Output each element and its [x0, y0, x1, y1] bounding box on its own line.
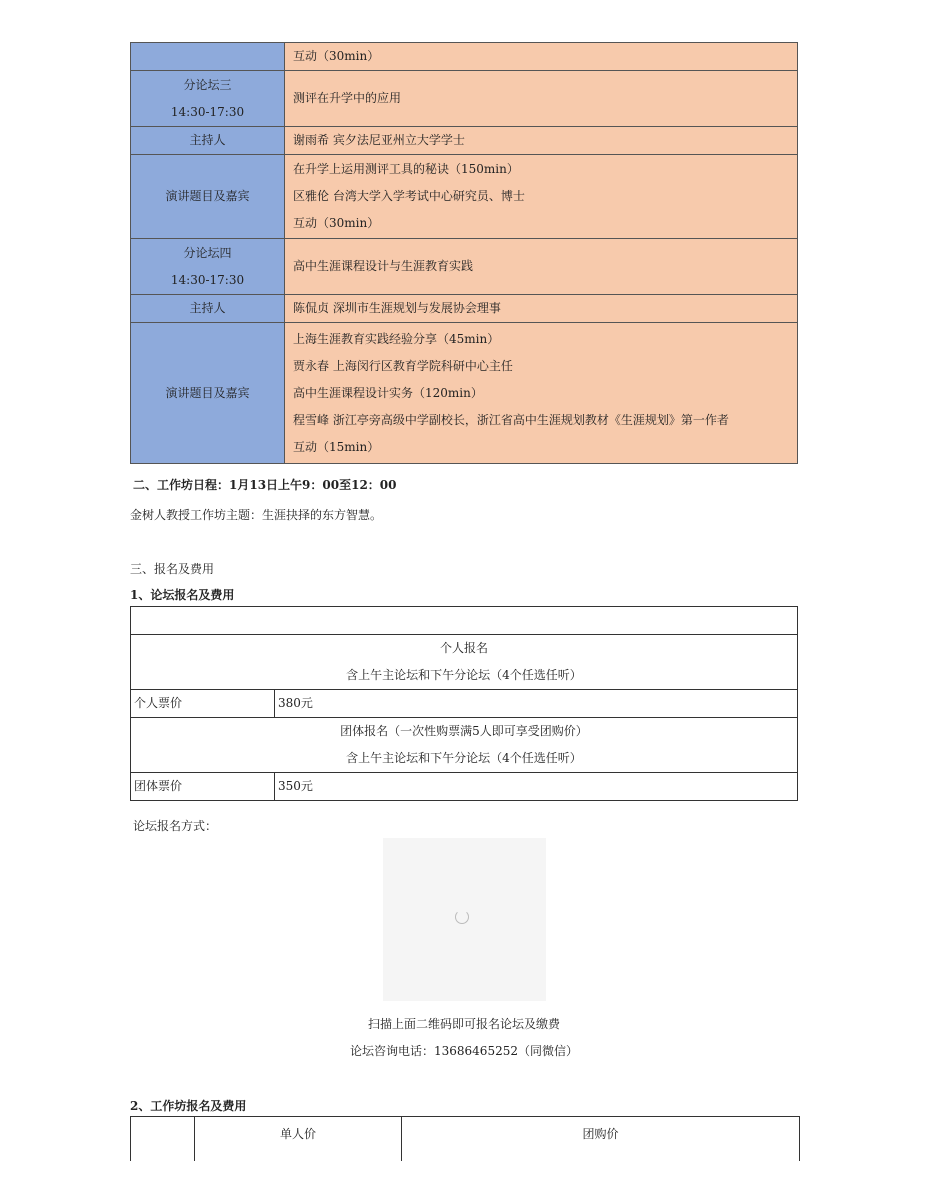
schedule-label-line: 14:30-17:30 [170, 272, 245, 287]
fee-blank-row [131, 607, 798, 635]
schedule-content-line: 测评在升学中的应用 [293, 91, 402, 105]
schedule-label-line: 主持人 [189, 133, 226, 147]
workshop-topic: 金树人教授工作坊主题：生涯抉择的东方智慧。 [130, 508, 383, 522]
schedule-label [131, 155, 285, 239]
schedule-content-line: 贾永春 上海闵行区教育学院科研中心主任 [293, 358, 513, 373]
workshop-schedule-heading: 二、工作坊日程：1月13日上午9：00至12：00 [133, 478, 397, 492]
schedule-row [131, 155, 798, 239]
group-desc: 含上午主论坛和下午分论坛（4个任选任听） [346, 751, 582, 765]
forum-schedule-table [130, 42, 798, 464]
schedule-content-line: 谢雨希 宾夕法尼亚州立大学学士 [293, 133, 465, 147]
registration-method-label: 论坛报名方式： [133, 819, 218, 833]
workshop-fee-col-group: 团购价 [582, 1127, 619, 1141]
forum-fee-heading: 1、论坛报名及费用 [130, 588, 235, 602]
workshop-fee-col-blank [131, 1117, 195, 1161]
loading-spinner-icon [455, 910, 469, 924]
registration-heading: 三、报名及费用 [130, 562, 215, 576]
schedule-label-line: 分论坛四 [183, 245, 232, 260]
schedule-row [131, 127, 798, 155]
schedule-content-line: 互动（30min） [293, 49, 380, 63]
schedule-content-line: 互动（30min） [293, 216, 380, 230]
workshop-fee-col-single: 单人价 [195, 1117, 402, 1161]
schedule-content-line: 高中生涯课程设计实务（120min） [293, 385, 483, 400]
schedule-row [131, 323, 798, 464]
schedule-content-line: 上海生涯教育实践经验分享（45min） [293, 331, 500, 346]
individual-desc: 含上午主论坛和下午分论坛（4个任选任听） [346, 668, 582, 682]
schedule-row [131, 71, 798, 127]
qr-caption: 扫描上面二维码即可报名论坛及缴费 [367, 1017, 560, 1031]
group-price-label: 团体票价 [131, 773, 275, 801]
workshop-fee-table [130, 1116, 800, 1161]
schedule-content [285, 239, 798, 295]
schedule-label [131, 295, 285, 323]
schedule-content [285, 323, 798, 464]
group-title: 团体报名（一次性购票满5人即可享受团购价） [340, 724, 588, 738]
schedule-label-line: 14:30-17:30 [170, 104, 245, 119]
schedule-label [131, 239, 285, 295]
schedule-content [285, 71, 798, 127]
schedule-row [131, 295, 798, 323]
schedule-content [285, 155, 798, 239]
consult-phone: 论坛咨询电话：13686465252（同微信） [350, 1044, 578, 1058]
schedule-label [131, 127, 285, 155]
schedule-content [285, 295, 798, 323]
schedule-label-line: 演讲题目及嘉宾 [165, 385, 250, 400]
schedule-label [131, 43, 285, 71]
schedule-label [131, 323, 285, 464]
schedule-label-line: 主持人 [189, 301, 226, 315]
individual-price: 380元 [275, 690, 798, 718]
schedule-label-line: 演讲题目及嘉宾 [165, 189, 250, 203]
schedule-content [285, 127, 798, 155]
schedule-label [131, 71, 285, 127]
schedule-content-line: 高中生涯课程设计与生涯教育实践 [293, 259, 474, 273]
individual-title: 个人报名 [439, 641, 488, 655]
schedule-content-line: 区雅伦 台湾大学入学考试中心研究员、博士 [293, 189, 525, 203]
schedule-content-line: 陈侃贞 深圳市生涯规划与发展协会理事 [293, 301, 501, 315]
individual-price-label: 个人票价 [131, 690, 275, 718]
schedule-label-line: 分论坛三 [183, 77, 232, 92]
schedule-content-line: 程雪峰 浙江亭旁高级中学副校长，浙江省高中生涯规划教材《生涯规划》第一作者 [293, 412, 729, 427]
forum-fee-table [130, 606, 798, 801]
workshop-fee-heading: 2、工作坊报名及费用 [130, 1099, 247, 1113]
schedule-content-line: 在升学上运用测评工具的秘诀（150min） [293, 162, 519, 176]
schedule-row [131, 43, 798, 71]
schedule-content [285, 43, 798, 71]
schedule-row [131, 239, 798, 295]
group-price: 350元 [275, 773, 798, 801]
schedule-content-line: 互动（15min） [293, 439, 380, 454]
